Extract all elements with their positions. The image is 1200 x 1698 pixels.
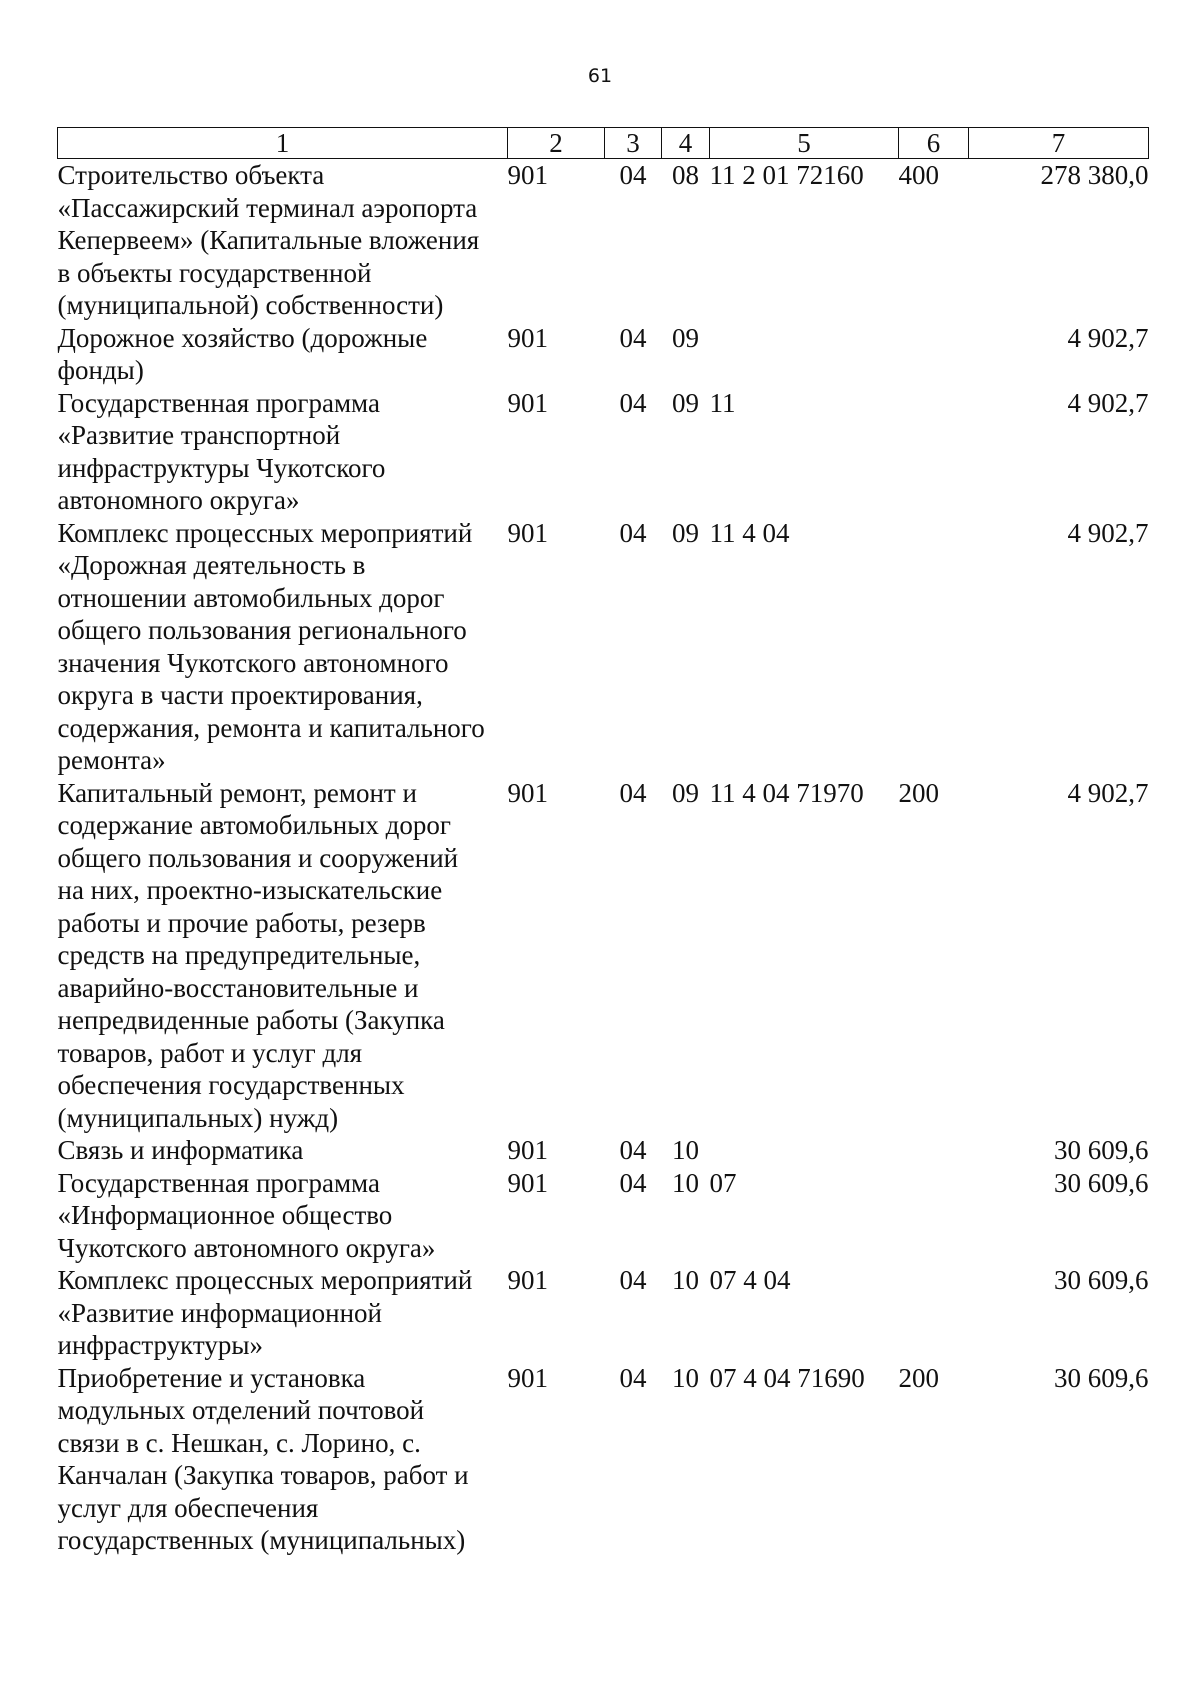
section-cell: 04: [619, 1167, 647, 1198]
section-cell: 04: [619, 160, 647, 190]
item-name-cell: [58, 159, 508, 322]
item-name-line: в объекты государственной: [57, 257, 372, 288]
amount-cell: 4 902,7: [1067, 777, 1149, 808]
subsection-cell: 08: [672, 160, 699, 190]
item-name-cell: [58, 517, 508, 777]
item-name-line: «Развитие информационной: [57, 1297, 382, 1328]
amount-cell: 30 609,6: [1054, 1167, 1149, 1198]
subsection-cell: 10: [672, 1362, 699, 1393]
amount-cell: 4 902,7: [1067, 387, 1149, 418]
expense-type-cell: 200: [898, 1362, 939, 1393]
table-row: [58, 1362, 1149, 1557]
item-name-cell: [58, 387, 508, 517]
item-name-line: отношении автомобильных дорог: [57, 582, 445, 613]
item-name-cell: [58, 1362, 508, 1557]
amount-cell: 4 902,7: [1067, 322, 1149, 353]
admin-code-cell: 901: [507, 160, 548, 190]
item-name-line: аварийно-восстановительные и: [57, 972, 419, 1003]
amount-cell: 278 380,0: [1040, 160, 1149, 190]
item-name-line: Строительство объекта: [57, 160, 325, 190]
table-row: [58, 517, 1149, 777]
item-name-line: Государственная программа: [57, 387, 380, 418]
expense-type-cell: [899, 387, 969, 517]
table-row: [58, 1134, 1149, 1167]
subsection-cell: 10: [672, 1135, 699, 1165]
subsection-cell: 09: [672, 387, 699, 418]
item-name-line: «Развитие транспортной: [57, 420, 341, 450]
item-name-line: товаров, работ и услуг для: [57, 1037, 363, 1068]
table-header: [58, 128, 1149, 159]
table-row: [58, 322, 1149, 387]
item-name-line: фонды): [57, 355, 144, 385]
item-name-line: Комплекс процессных мероприятий: [57, 1265, 473, 1295]
expense-type-cell: [899, 1167, 969, 1265]
amount-cell: 30 609,6: [1054, 1362, 1149, 1393]
expense-type-cell: [899, 1264, 969, 1362]
admin-code-cell: 901: [507, 387, 548, 418]
item-name-line: «Дорожная деятельность в: [57, 550, 366, 580]
subsection-cell: 09: [672, 322, 699, 353]
section-cell: 04: [619, 1135, 647, 1165]
page-number: 61: [587, 65, 613, 87]
section-cell: 04: [619, 322, 647, 353]
item-name-line: общего пользования и сооружений: [57, 842, 459, 873]
expense-type-cell: [899, 517, 969, 777]
item-name-line: услуг для обеспечения: [57, 1492, 319, 1523]
item-name-line: общего пользования регионального: [57, 615, 467, 645]
target-article-cell: 07 4 04: [709, 1265, 791, 1295]
table-row: [58, 777, 1149, 1135]
target-article-cell: 07 4 04 71690: [709, 1362, 865, 1393]
subsection-cell: 10: [672, 1265, 699, 1295]
header-col-7: 7: [969, 128, 1149, 159]
item-name-line: (муниципальных) нужд): [57, 1102, 339, 1133]
item-name-line: автономного округа»: [57, 485, 300, 515]
target-article-cell: 11 4 04 71970: [709, 777, 864, 808]
item-name-line: Комплекс процессных мероприятий: [57, 517, 473, 548]
item-name-line: Приобретение и установка: [57, 1362, 366, 1393]
item-name-line: Капитальный ремонт, ремонт и: [57, 777, 417, 808]
section-cell: 04: [619, 1362, 647, 1393]
item-name-line: содержания, ремонта и капитального: [57, 712, 485, 743]
section-cell: 04: [619, 777, 647, 808]
header-col-4: 4: [662, 128, 710, 159]
section-cell: 04: [619, 1265, 647, 1295]
item-name-cell: [58, 777, 508, 1135]
item-name-line: обеспечения государственных: [57, 1070, 405, 1100]
item-name-line: «Информационное общество: [57, 1200, 393, 1230]
item-name-line: (муниципальной) собственности): [57, 290, 444, 320]
item-name-line: ремонта»: [57, 745, 166, 775]
item-name-cell: [58, 1264, 508, 1362]
subsection-cell: 09: [672, 517, 699, 548]
item-name-line: на них, проектно-изыскательские: [57, 875, 443, 905]
subsection-cell: 09: [672, 777, 699, 808]
header-col-1: 1: [58, 128, 508, 159]
expense-type-cell: 200: [898, 777, 939, 808]
admin-code-cell: 901: [507, 1167, 548, 1198]
item-name-line: связи в с. Нешкан, с. Лорино, с.: [57, 1427, 421, 1458]
expense-type-cell: [899, 1134, 969, 1167]
item-name-line: средств на предупредительные,: [57, 940, 421, 970]
item-name-line: работы и прочие работы, резерв: [57, 907, 426, 938]
table-row: [58, 1264, 1149, 1362]
target-article-cell: 11: [709, 387, 736, 418]
item-name-cell: [58, 1134, 508, 1167]
item-name-cell: [58, 1167, 508, 1265]
section-cell: 04: [619, 387, 647, 418]
item-name-line: Кепервеем» (Капитальные вложения: [57, 225, 480, 255]
item-name-line: государственных (муниципальных): [57, 1525, 466, 1555]
budget-table: [57, 127, 1149, 1557]
item-name-line: Канчалан (Закупка товаров, работ и: [57, 1460, 469, 1490]
admin-code-cell: 901: [507, 1135, 548, 1165]
target-article-cell: 11 2 01 72160: [709, 160, 864, 190]
expense-type-cell: [899, 322, 969, 387]
subsection-cell: 10: [672, 1167, 699, 1198]
item-name-line: Связь и информатика: [57, 1135, 304, 1165]
item-name-cell: [58, 322, 508, 387]
item-name-line: Государственная программа: [57, 1167, 380, 1198]
target-article-cell: [710, 322, 899, 387]
table-row: [58, 387, 1149, 517]
admin-code-cell: 901: [507, 517, 548, 548]
item-name-line: непредвиденные работы (Закупка: [57, 1005, 445, 1035]
amount-cell: 4 902,7: [1067, 517, 1149, 548]
target-article-cell: 07: [709, 1167, 737, 1198]
item-name-line: содержание автомобильных дорог: [57, 810, 451, 840]
admin-code-cell: 901: [507, 322, 548, 353]
item-name-line: инфраструктуры Чукотского: [57, 452, 386, 483]
item-name-line: Дорожное хозяйство (дорожные: [57, 322, 428, 353]
admin-code-cell: 901: [507, 1265, 548, 1295]
table-body: [58, 159, 1149, 1557]
header-col-3: 3: [605, 128, 662, 159]
admin-code-cell: 901: [507, 1362, 548, 1393]
admin-code-cell: 901: [507, 777, 548, 808]
header-col-5: 5: [710, 128, 899, 159]
header-col-6: 6: [899, 128, 969, 159]
item-name-line: инфраструктуры»: [57, 1330, 263, 1360]
item-name-line: Чукотского автономного округа»: [57, 1232, 436, 1263]
amount-cell: 30 609,6: [1054, 1135, 1149, 1165]
table-row: [58, 1167, 1149, 1265]
header-row: [58, 128, 1149, 159]
item-name-line: модульных отделений почтовой: [57, 1395, 425, 1425]
header-col-2: 2: [508, 128, 605, 159]
item-name-line: округа в части проектирования,: [57, 680, 423, 710]
target-article-cell: 11 4 04: [709, 517, 790, 548]
target-article-cell: [710, 1134, 899, 1167]
table-row: [58, 159, 1149, 322]
item-name-line: «Пассажирский терминал аэропорта: [57, 192, 478, 223]
expense-type-cell: 400: [898, 160, 939, 190]
section-cell: 04: [619, 517, 647, 548]
amount-cell: 30 609,6: [1054, 1265, 1149, 1295]
item-name-line: значения Чукотского автономного: [57, 647, 449, 678]
